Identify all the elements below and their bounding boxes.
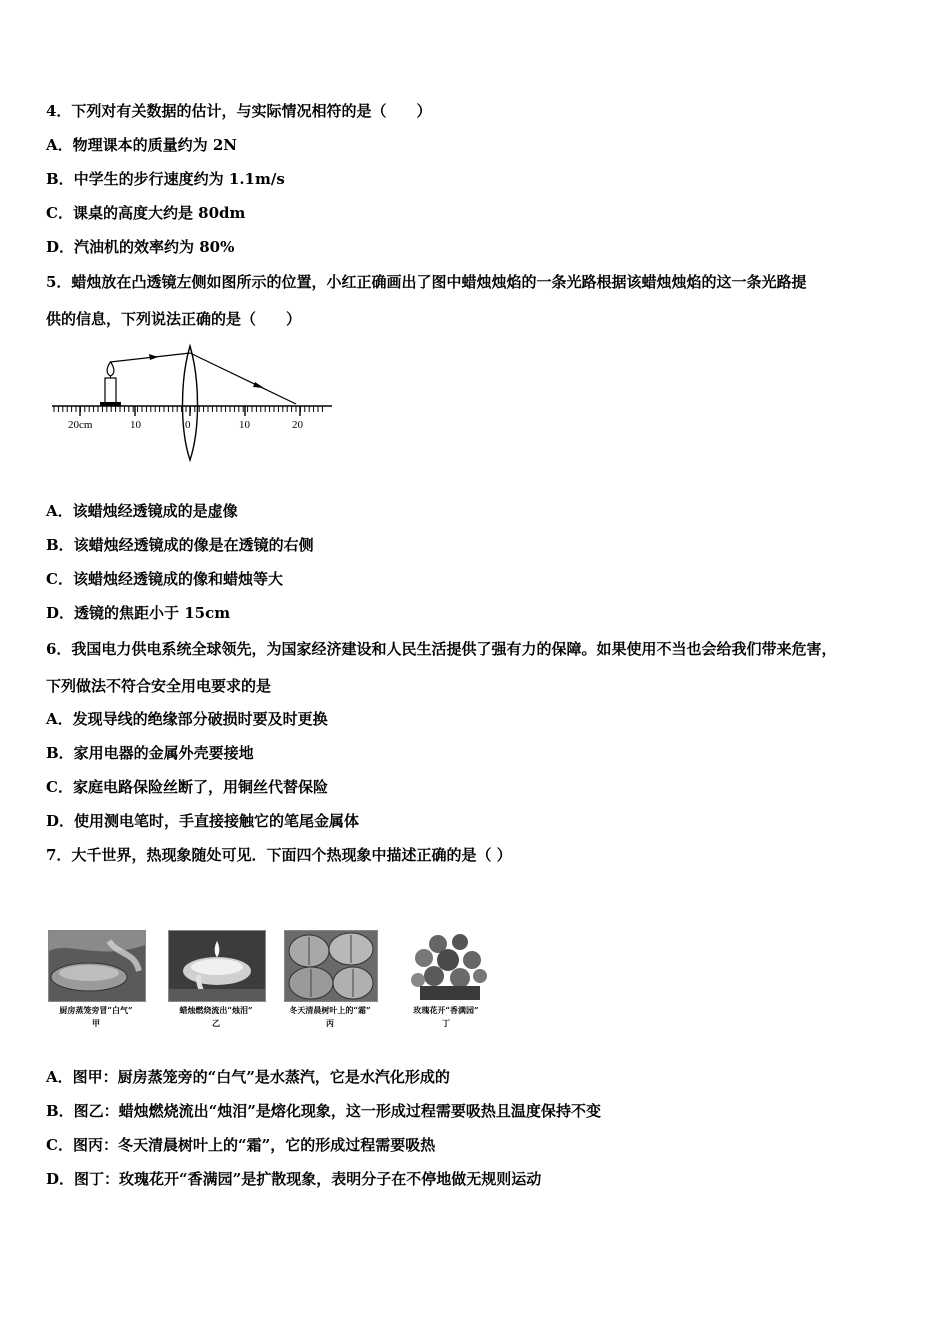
q7-option-d: D．图丁：玫瑰花开“香满园”是扩散现象，表明分子在不停地做无规则运动 [46, 1170, 542, 1188]
q6-option-a: A．发现导线的绝缘部分破损时要及时更换 [46, 710, 328, 728]
q6-option-c: C．家庭电路保险丝断了，用铜丝代替保险 [46, 778, 328, 796]
q4-option-a: A．物理课本的质量约为 2N [46, 136, 238, 154]
tick-label-20-right: 20 [292, 419, 303, 431]
q6-stem-line1: 6．我国电力供电系统全球领先，为国家经济建设和人民生活提供了强有力的保障。如果使用不当也会给我们带来危害， [46, 640, 837, 658]
ray-arrow-1 [149, 354, 158, 360]
q4-option-c: C．课桌的高度大约是 80dm [46, 204, 246, 222]
convex-lens [183, 346, 198, 460]
tick-label-10-left: 10 [130, 419, 141, 431]
q7-option-a: A．图甲：厨房蒸笼旁的“白气”是水蒸汽，它是水汽化形成的 [46, 1068, 450, 1086]
photo-label-jia: 甲 [92, 1018, 100, 1028]
photo-roses [398, 930, 494, 1000]
photo-caption-yi: 蜡烛燃烧流出“烛泪” [179, 1005, 253, 1015]
q5-stem-line1: 5．蜡烛放在凸透镜左侧如图所示的位置，小红正确画出了图中蜡烛烛焰的一条光路根据该蜡烛烛焰的这一条光路提 [46, 273, 807, 291]
q4-option-b: B．中学生的步行速度约为 1.1m/s [46, 170, 285, 188]
q5-stem-line2: 供的信息，下列说法正确的是（ ） [46, 310, 302, 328]
photo-caption-jia: 厨房蒸笼旁冒“白气” [59, 1005, 133, 1015]
q7-photo-strip [46, 930, 506, 1035]
photo-candle [168, 930, 266, 1002]
photo-caption-ding: 玫瑰花开“香满园” [413, 1005, 479, 1015]
photo-frost-leaves [284, 930, 378, 1002]
tick-label-20cm-left: 20cm [68, 419, 93, 431]
photo-steamer [48, 930, 146, 1002]
q4-stem: 4．下列对有关数据的估计，与实际情况相符的是（ ） [46, 102, 432, 120]
tick-label-0: 0 [185, 419, 191, 431]
photo-caption-bing: 冬天清晨树叶上的“霜” [289, 1005, 371, 1015]
q5-option-b: B．该蜡烛经透镜成的像是在透镜的右侧 [46, 536, 314, 554]
ray-arrow-2 [253, 382, 264, 388]
photo-label-bing: 丙 [326, 1018, 334, 1028]
q6-option-d: D．使用测电笔时，手直接接触它的笔尾金属体 [46, 812, 360, 830]
photo-label-ding: 丁 [442, 1018, 450, 1028]
candle [100, 362, 121, 406]
q7-stem: 7．大千世界，热现象随处可见．下面四个热现象中描述正确的是（ ） [46, 846, 512, 864]
light-ray [110, 353, 296, 404]
q5-option-c: C．该蜡烛经透镜成的像和蜡烛等大 [46, 570, 283, 588]
q6-stem-line2: 下列做法不符合安全用电要求的是 [46, 677, 272, 695]
q7-option-b: B．图乙：蜡烛燃烧流出“烛泪”是熔化现象，这一形成过程需要吸热且温度保持不变 [46, 1102, 601, 1120]
q6-option-b: B．家用电器的金属外壳要接地 [46, 744, 254, 762]
q5-option-a: A．该蜡烛经透镜成的是虚像 [46, 502, 238, 520]
lens-optics-diagram [46, 340, 346, 465]
photo-label-yi: 乙 [212, 1018, 220, 1028]
q7-option-c: C．图丙：冬天清晨树叶上的“霜”，它的形成过程需要吸热 [46, 1136, 436, 1154]
q5-option-d: D．透镜的焦距小于 15cm [46, 604, 231, 622]
tick-label-10-right: 10 [239, 419, 250, 431]
q4-option-d: D．汽油机的效率约为 80% [46, 238, 235, 256]
ruler-ticks [54, 406, 322, 416]
